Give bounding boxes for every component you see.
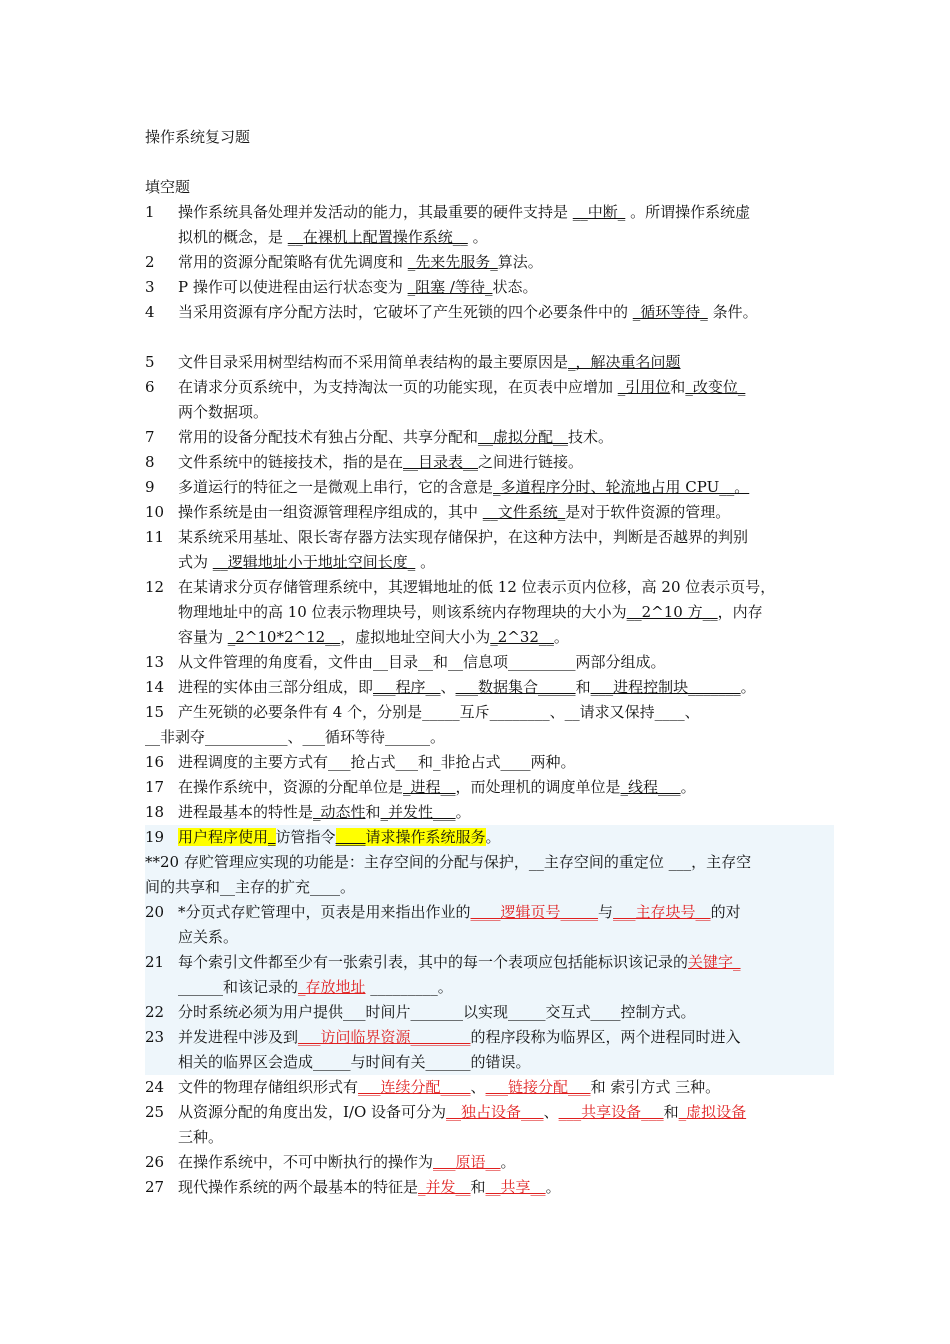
text-run: 产生死锁的必要条件有 4 个，分别是_____互斥________、__请求又保持____、	[178, 703, 700, 721]
answer-blank: _并发__	[418, 1178, 471, 1196]
question-line	[145, 300, 820, 325]
text-run: 文件的物理存储组织形式有	[178, 1078, 359, 1096]
question-line	[145, 825, 834, 850]
text-run: 和	[663, 1103, 679, 1121]
question-text	[178, 250, 820, 275]
question-text	[178, 750, 820, 775]
text-run: __非剥夺___________、___循环等待______。	[145, 728, 446, 746]
question-text	[178, 275, 820, 300]
question-line	[145, 800, 820, 825]
text-run: ，虚拟地址空间大小为	[340, 628, 491, 646]
text-run: 进程的实体由三部分组成，即	[178, 678, 374, 696]
text-run: 从资源分配的角度出发，I/O 设备可分为	[178, 1103, 447, 1121]
answer-blank: __中断_	[572, 203, 626, 221]
question-line	[145, 650, 820, 675]
text-run: 当采用资源有序分配方法时，它破坏了产生死锁的四个必要条件中的	[178, 303, 633, 321]
answer-blank: ___主存块号__	[613, 903, 711, 921]
question-text	[178, 675, 820, 700]
answer-blank: __在裸机上配置操作系统__	[287, 228, 468, 246]
question-line	[145, 600, 820, 625]
question-number: 8	[145, 453, 155, 471]
question-line	[145, 700, 820, 725]
question-line	[145, 725, 820, 750]
text-run: 现代操作系统的两个最基本的特征是	[178, 1178, 419, 1196]
question-text	[178, 1100, 820, 1125]
text-run: 文件系统中的链接技术，指的是在	[178, 453, 404, 471]
text-run: 并发进程中涉及到	[178, 1028, 299, 1046]
question-text	[178, 650, 820, 675]
answer-blank: _，解决重名问题	[568, 353, 681, 371]
question-number: 3	[145, 278, 155, 296]
answer-blank: ____	[335, 828, 366, 846]
question-text	[178, 800, 820, 825]
question-number: 4	[145, 303, 155, 321]
question-text	[178, 450, 820, 475]
question-number: 11	[145, 528, 165, 546]
question-number: 10	[145, 503, 165, 521]
question-line	[145, 675, 820, 700]
question-text	[178, 775, 820, 800]
question-number: 25	[145, 1103, 165, 1121]
question-text	[178, 400, 820, 425]
answer-blank: 关键字_	[688, 953, 741, 971]
text-run: 文件目录采用树型结构而不采用简单表结构的最主要原因是	[178, 353, 569, 371]
question-text	[178, 1050, 834, 1075]
question-line	[145, 950, 834, 975]
text-run: 从文件管理的角度看，文件由__目录__和__信息项_________两部分组成。	[178, 653, 666, 671]
answer-blank: ___原语__	[433, 1153, 501, 1171]
question-text	[178, 1125, 820, 1150]
text-run: 和	[575, 678, 591, 696]
question-number: 17	[145, 778, 165, 796]
question-number: 12	[145, 578, 165, 596]
question-number: 19	[145, 828, 165, 846]
text-run: 每个索引文件都至少有一张索引表，其中的每一个表项应包括能标识该记录的	[178, 953, 689, 971]
question-line	[145, 625, 820, 650]
text-run: ，而处理机的调度单位是	[455, 778, 621, 796]
question-text	[145, 875, 834, 900]
question-line	[145, 1075, 820, 1100]
text-run: _________。	[365, 978, 453, 996]
question-line	[145, 875, 834, 900]
answer-blank: _多道程序分时、轮流地占用 CPU__。	[493, 478, 750, 496]
question-text	[178, 1075, 820, 1100]
question-number: 6	[145, 378, 155, 396]
answer-blank: _线程___	[620, 778, 681, 796]
question-text	[178, 200, 820, 225]
question-number: 15	[145, 703, 165, 721]
question-line	[145, 250, 820, 275]
question-text	[178, 925, 834, 950]
text-run: 和	[670, 378, 686, 396]
text-run: 间的共享和__主存的扩充____。	[145, 878, 356, 896]
question-number: 20	[145, 903, 165, 921]
question-line	[145, 1025, 834, 1050]
question-text	[178, 1025, 834, 1050]
question-number: 5	[145, 353, 155, 371]
question-number: 13	[145, 653, 165, 671]
text-run: 相关的临界区会造成_____与时间有关______的错误。	[178, 1053, 531, 1071]
section-heading: 填空题	[145, 178, 191, 196]
text-run: 访管指令	[275, 828, 336, 846]
question-line	[145, 375, 820, 400]
text-run: 、	[440, 678, 456, 696]
answer-blank: ___数据集合_____	[455, 678, 576, 696]
answer-blank: _并发性___	[380, 803, 456, 821]
question-line	[145, 500, 820, 525]
answer-blank: _动态性	[313, 803, 366, 821]
text-run: 三种。	[178, 1128, 224, 1146]
question-text	[145, 850, 834, 875]
text-run: 。	[500, 1153, 516, 1171]
question-line	[145, 450, 820, 475]
question-line	[145, 1050, 834, 1075]
question-number: 18	[145, 803, 165, 821]
question-number: 7	[145, 428, 155, 446]
text-run: 算法。	[497, 253, 543, 271]
question-text	[178, 375, 820, 400]
question-text	[178, 300, 820, 325]
answer-blank: __独占设备___	[446, 1103, 544, 1121]
text-run: ______和该记录的	[178, 978, 299, 996]
text-run: ，内存	[717, 603, 763, 621]
text-run: 、	[543, 1103, 559, 1121]
question-text	[178, 900, 834, 925]
question-line	[145, 350, 820, 375]
question-text	[178, 950, 834, 975]
question-number: 2	[145, 253, 155, 271]
answer-blank: ___程序__	[373, 678, 441, 696]
text-run: 的对	[710, 903, 741, 921]
question-line	[145, 525, 820, 550]
answer-blank: __共享__	[485, 1178, 546, 1196]
question-line	[145, 1125, 820, 1150]
question-text	[178, 500, 820, 525]
text-run: 式为	[178, 553, 213, 571]
text-run: 分时系统必须为用户提供___时间片_______以实现_____交互式____控制方式。	[178, 1003, 696, 1021]
question-line	[145, 225, 820, 250]
text-run: 应关系。	[178, 928, 239, 946]
text-run: 在操作系统中，不可中断执行的操作为	[178, 1153, 434, 1171]
answer-blank: __目录表__	[403, 453, 479, 471]
answer-blank: __逻辑地址小于地址空间长度_	[212, 553, 416, 571]
question-line	[145, 925, 834, 950]
answer-blank: _进程__	[403, 778, 456, 796]
question-text	[178, 600, 820, 625]
answer-blank: _阻塞 /等待_	[407, 278, 493, 296]
text-run: 状态。	[492, 278, 538, 296]
text-run: 条件。	[707, 303, 758, 321]
question-number: 22	[145, 1003, 165, 1021]
text-run: 操作系统具备处理并发活动的能力，其最重要的硬件支持是	[178, 203, 573, 221]
text-run: **20 存贮管理应实现的功能是：主存空间的分配与保护，__主存空间的重定位 ___，主存空	[145, 853, 752, 871]
question-number: 26	[145, 1153, 165, 1171]
text-run: 。	[553, 628, 569, 646]
text-run: 与	[598, 903, 614, 921]
text-run: 。	[415, 553, 436, 571]
question-text	[178, 1150, 820, 1175]
answer-blank: __2^10 方__	[626, 603, 718, 621]
text-run: 在操作系统中，资源的分配单位是	[178, 778, 404, 796]
text-run: 。	[467, 228, 488, 246]
text-run: 。	[455, 803, 471, 821]
answer-blank: ___访问临界资源________	[298, 1028, 471, 1046]
answer-blank: _改变位_	[685, 378, 746, 396]
answer-blank: ___共享设备___	[558, 1103, 664, 1121]
question-text	[178, 350, 820, 375]
question-text	[178, 550, 820, 575]
question-number: 23	[145, 1028, 165, 1046]
answer-blank: _2^32__	[490, 628, 554, 646]
question-line	[145, 1175, 820, 1200]
answer-blank: __文件系统_	[482, 503, 566, 521]
question-text	[178, 1000, 834, 1025]
text-run: 多道运行的特征之一是微观上串行，它的含意是	[178, 478, 494, 496]
question-list	[145, 200, 820, 1200]
text-run: 容量为	[178, 628, 228, 646]
question-text	[178, 625, 820, 650]
text-run: 和 索引方式 三种。	[590, 1078, 721, 1096]
question-line	[145, 975, 834, 1000]
question-number: 14	[145, 678, 165, 696]
answer-blank: ___连续分配____	[358, 1078, 471, 1096]
text-run: 之间进行链接。	[478, 453, 584, 471]
text-run: 操作系统是由一组资源管理程序组成的，其中	[178, 503, 483, 521]
question-text	[178, 525, 820, 550]
text-run: 。	[485, 828, 501, 846]
question-line	[145, 400, 820, 425]
answer-blank: ___进程控制块_______	[590, 678, 741, 696]
text-run: P 操作可以使进程由运行状态变为	[178, 278, 408, 296]
text-run: 在某请求分页存储管理系统中，其逻辑地址的低 12 位表示页内位移，高 20 位表示页号，	[178, 578, 776, 596]
answer-blank: _循环等待_	[632, 303, 708, 321]
text-run: 。	[545, 1178, 561, 1196]
text-run: 进程最基本的特性是	[178, 803, 314, 821]
question-text	[178, 825, 834, 850]
question-number: 16	[145, 753, 165, 771]
text-run: 的程序段称为临界区，两个进程同时进入	[470, 1028, 741, 1046]
question-text	[178, 975, 834, 1000]
question-text	[178, 1175, 820, 1200]
answer-blank: _虚拟设备	[678, 1103, 747, 1121]
text-run: 常用的资源分配策略有优先调度和	[178, 253, 408, 271]
text-run: 技术。	[568, 428, 614, 446]
answer-blank: _先来先服务_	[407, 253, 498, 271]
answer-blank: _存放地址	[298, 978, 366, 996]
answer-blank: ___链接分配___	[485, 1078, 591, 1096]
text-run: 进程调度的主要方式有___抢占式___和_非抢占式____两种。	[178, 753, 576, 771]
question-number: 24	[145, 1078, 165, 1096]
answer-blank: _引用位	[617, 378, 671, 396]
question-text	[145, 725, 820, 750]
question-line	[145, 200, 820, 225]
text-run: 。	[680, 778, 696, 796]
question-line	[145, 425, 820, 450]
text-run: 拟机的概念，是	[178, 228, 288, 246]
question-line	[145, 575, 820, 600]
text-run: 和	[470, 1178, 486, 1196]
question-line	[145, 550, 820, 575]
question-line	[145, 1150, 820, 1175]
document-title: 操作系统复习题	[145, 128, 251, 146]
text-run: 、	[470, 1078, 486, 1096]
blank-line	[145, 325, 820, 350]
text-run: 某系统采用基址、限长寄存器方法实现存储保护，在这种方法中，判断是否越界的判别	[178, 528, 749, 546]
question-text	[178, 425, 820, 450]
question-number: 27	[145, 1178, 165, 1196]
text-run: 。	[740, 678, 756, 696]
question-number: 9	[145, 478, 155, 496]
highlighted-text: 用户程序使用	[178, 828, 269, 846]
question-line	[145, 900, 834, 925]
text-run: 两个数据项。	[178, 403, 269, 421]
question-text	[178, 225, 820, 250]
question-number: 1	[145, 203, 155, 221]
answer-blank: ____逻辑页号_____	[470, 903, 599, 921]
text-run: 。所谓操作系统虚	[625, 203, 751, 221]
question-line	[145, 1000, 834, 1025]
text-run: 常用的设备分配技术有独占分配、共享分配和	[178, 428, 479, 446]
text-run: 是对于软件资源的管理。	[565, 503, 731, 521]
question-line	[145, 275, 820, 300]
question-line	[145, 775, 820, 800]
question-line	[145, 750, 820, 775]
question-line	[145, 1100, 820, 1125]
text-run: 物理地址中的高 10 位表示物理块号，则该系统内存物理块的大小为	[178, 603, 627, 621]
question-text	[178, 575, 820, 600]
question-text	[178, 700, 820, 725]
answer-blank: _	[268, 828, 276, 846]
question-number: 21	[145, 953, 165, 971]
text-run: 和	[365, 803, 381, 821]
question-line	[145, 475, 820, 500]
question-line	[145, 850, 834, 875]
question-text	[178, 475, 820, 500]
text-run: 在请求分页系统中，为支持淘汰一页的功能实现，在页表中应增加	[178, 378, 618, 396]
highlighted-text: 请求操作系统服务	[365, 828, 486, 846]
answer-blank: _2^10*2^12__	[227, 628, 341, 646]
answer-blank: __虚拟分配__	[478, 428, 569, 446]
text-run: *分页式存贮管理中，页表是用来指出作业的	[178, 903, 471, 921]
